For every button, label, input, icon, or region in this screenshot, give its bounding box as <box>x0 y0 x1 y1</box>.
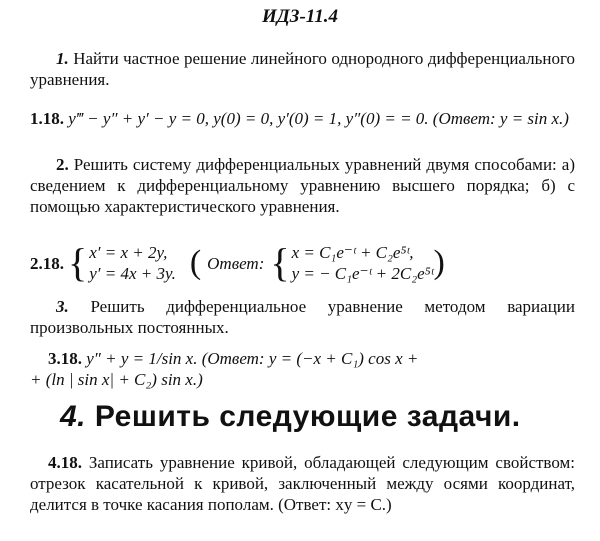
task4-number: 4. <box>60 400 87 433</box>
task4-item-text: Записать уравнение кривой, обладающей следующим свойством: отрезок касательной к кривой, заключенный между осями координат, делится в точке касания пополам. (Ответ: xy = C.) <box>30 453 575 514</box>
left-paren: ( <box>189 244 202 281</box>
system-equations <box>89 242 176 284</box>
task3-item-number: 3.18. <box>48 349 82 368</box>
task1-item-text: y‴ − y″ + y′ − y = 0, y(0) = 0, y′(0) = 1, y″(0) = = 0. (Ответ: y = sin x.) <box>68 109 569 128</box>
answer-brace: { <box>270 240 290 285</box>
system-answer-1: x = C₁e⁻ᵗ + C₂e⁵ᵗ, <box>291 243 414 262</box>
task2-text: Решить систему дифференциальных уравнений двумя способами: а) сведением к дифференциальному уравнению высшего порядка; б) с помощью характеристического уравнения. <box>30 155 575 216</box>
task2-number: 2. <box>56 155 69 174</box>
task4-item-number: 4.18. <box>48 453 82 472</box>
system-answer-2: y = − C₁e⁻ᵗ + 2C₂e⁵ᵗ <box>291 264 434 283</box>
task3-number: 3. <box>56 297 69 316</box>
task2-item-number: 2.18. <box>30 253 64 273</box>
task4-heading <box>60 400 521 434</box>
task3-item-line2: + (ln | sin x| + C₂) sin x.) <box>30 370 203 389</box>
task1-number: 1. <box>56 49 69 68</box>
system-answer <box>292 242 434 284</box>
task1-item <box>30 108 575 129</box>
task1-statement <box>30 48 575 90</box>
system-equation-1: x′ = x + 2y, <box>89 243 168 262</box>
left-brace: { <box>68 240 88 285</box>
task1-text: Найти частное решение линейного однородного дифференциального уравнения. <box>30 49 575 89</box>
task4-item <box>30 452 575 515</box>
task2-statement <box>30 154 575 217</box>
system-equation-2: y′ = 4x + 3y. <box>89 264 176 283</box>
page-title: ИДЗ-11.4 <box>262 6 338 27</box>
task3-statement <box>30 296 575 338</box>
right-paren: ) <box>433 244 445 281</box>
task3-item <box>30 348 575 390</box>
task3-text: Решить дифференциальное уравнение методом вариации произвольных постоянных. <box>30 297 575 337</box>
task2-answer-label: Ответ: <box>207 253 265 273</box>
task2-item <box>30 242 445 284</box>
task4-heading-text: Решить следующие задачи. <box>94 400 521 433</box>
task1-item-number: 1.18. <box>30 109 64 128</box>
task3-item-line1: y″ + y = 1/sin x. (Ответ: y = (−x + C₁) cos x + <box>86 349 419 368</box>
